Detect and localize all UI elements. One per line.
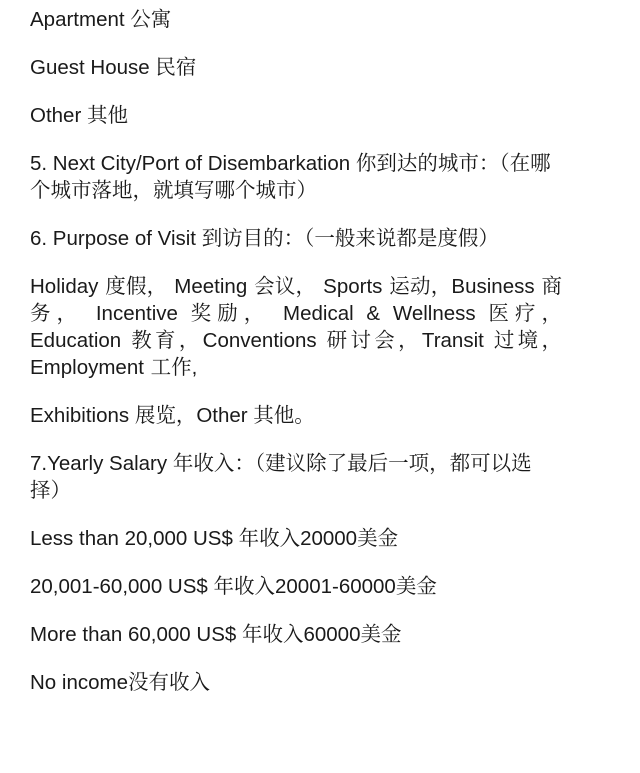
option-apartment: Apartment 公寓 [30, 8, 172, 31]
salary-option-no-income: No income没有收入 [30, 671, 210, 694]
salary-option-high: More than 60,000 US$ 年收入60000美金 [30, 623, 402, 646]
option-guest-house: Guest House 民宿 [30, 56, 197, 79]
salary-option-low: Less than 20,000 US$ 年收入20000美金 [30, 527, 399, 550]
salary-option-mid: 20,001-60,000 US$ 年收入20001-60000美金 [30, 575, 437, 598]
option-other: Other 其他 [30, 104, 128, 127]
question-purpose-of-visit: 6. Purpose of Visit 到访目的：（一般来说都是度假） [30, 227, 499, 250]
question-yearly-salary: 7.Yearly Salary 年收入：（建议除了最后一项，都可以选择） [30, 452, 532, 502]
purpose-options-list: Holiday 度假， Meeting 会议， Sports 运动，Business 商务， Incentive 奖励， Medical & Wellness 医疗，Education 教育，Conventions 研讨会，Transit 过境，Employment 工作, [30, 275, 562, 379]
purpose-options-continued: Exhibitions 展览，Other 其他。 [30, 404, 315, 427]
document-body [30, 6, 562, 717]
question-next-city: 5. Next City/Port of Disembarkation 你到达的城市：（在哪个城市落地，就填写哪个城市） [30, 152, 551, 202]
